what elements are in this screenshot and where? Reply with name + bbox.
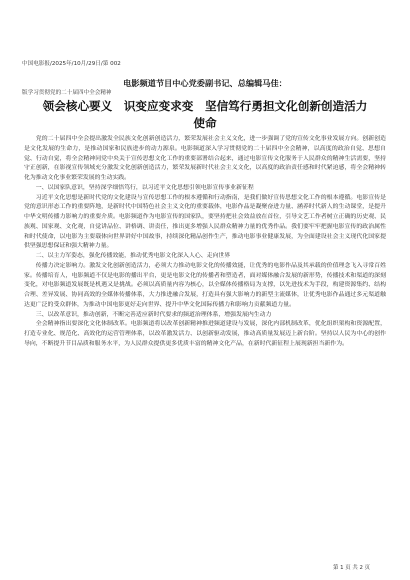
source-line-1: 中国电影报/2025年/10月/29日/第 002 (22, 60, 121, 67)
paragraph: 习近平文化思想是新时代党的文化建设与宣传思想工作的根本遵循和行动指南，是我们做好宣传思想文化工作的根本遵循。电影宣传是党的意识形态工作的重要阵地，是新时代中国特色社会主义文化的重要载体，电影作品是凝聚奋进力量、涵养时代新人的生动课堂，是提升中华文明传播力影响力的重要介质。电影频道作为电影宣传的国家队，要坚持把社会效益放在首位，引导文艺工作者树立正确的历史观、民族观、国家观、文化观，自觉讲品位、讲格调、讲责任，推出更多增强人民群众精神力量的优秀作品。我们要牢牢把握电影宣传的政治属性和时代使命，以电影为主要载体向世界讲好中国故事，持续深化精品创作生产，推动电影事业健康发展，为全面建设社会主义现代化国家提供坚强思想保证和强大精神力量。 (24, 194, 386, 250)
article-headline: 领会核心要义 识变应变求变 坚信笃行勇担文化创新创造活力使命 (42, 99, 368, 130)
section-heading: 二、以主力军姿态，强化传播效能，推动优秀电影文化深入人心、走向世界 (35, 253, 231, 259)
paragraph: 党的二十届四中全会提出激发全民族文化创新创造活力，繁荣发展社会主义文化，进一步强调了党的宣传文化事业发展方向。创新创造是文化发展的生命力，是推动国家和民族进步的动力源泉。电影频道深入学习贯彻党的二十届四中全会精神，以高度的政治自觉、思想自觉、行动自觉，将全会精神同党中央关于宣传思想文化工作的重要部署结合起来，通过电影宣传文化服务于人民群众的精神生活需要，坚持守正创新，在影视宣传领域充分激发文化创新创造活力，繁荣发展新时代社会主义文化，以高度的政治责任感和时代紧迫感，将全会精神转化为推动文化事业繁荣发展的生动实践。 (24, 136, 386, 181)
article-body (24, 135, 386, 350)
section-heading: 一、以国家队意识，坚持深学细悟笃行，以习近平文化思想引领电影宣传事业新征程 (35, 184, 254, 191)
paragraph: 全会精神指出要深化文化体制改革。电影频道将以改革创新精神推进频道建设与发展，深化内部机制改革，优化组织架构和资源配置，打造专业化、规范化、高效化的运营管理体系，以改革激发活力、以创新驱动发展，推动高质量发展迈上新台阶。坚持以人民为中心的创作导向，不断提升节目品质和服务水平，为人民群众提供更多优质丰富的精神文化产品，在新时代新征程上展现新担当新作为。 (24, 321, 386, 347)
paragraph: 传播力决定影响力。激发文化创新创造活力，必须大力推动电影文化的传播效能，让优秀的电影作品及其承载的价值理念飞入寻常百姓家。传播培育人，电影频道不仅是电影的播出平台，更是电影文化的传播者和塑造者，面对媒体融合发展的新形势，传播技术和渠道的深刻变化，对电影频道发展既是机遇又是挑战。必须以高质量内容为核心，以全媒体传播格局为支撑，以先进技术为手段，构建资源集约、结构合理、差异发展、协同高效的全媒体传播体系，大力推进融合发展，打造具有强大影响力的新型主流媒体，让优秀电影作品通过多元渠道触达更广泛的受众群体，为推动中国电影更好走向世界、提升中华文化国际传播力和影响力贡献频道力量。 (24, 262, 386, 308)
page-number: 第 1 页 共 2 页 (333, 565, 370, 571)
kicker-byline: 电影频道节目中心党委副书记、总编辑马佳： (123, 78, 287, 88)
section-heading: 三、以改革意识，推动创新，不断完善适应新时代要求的频道治理体系，增强发展内生动力 (35, 311, 272, 318)
source-line-2: 版学习贯彻党的二十届四中全会精神 (22, 89, 112, 96)
